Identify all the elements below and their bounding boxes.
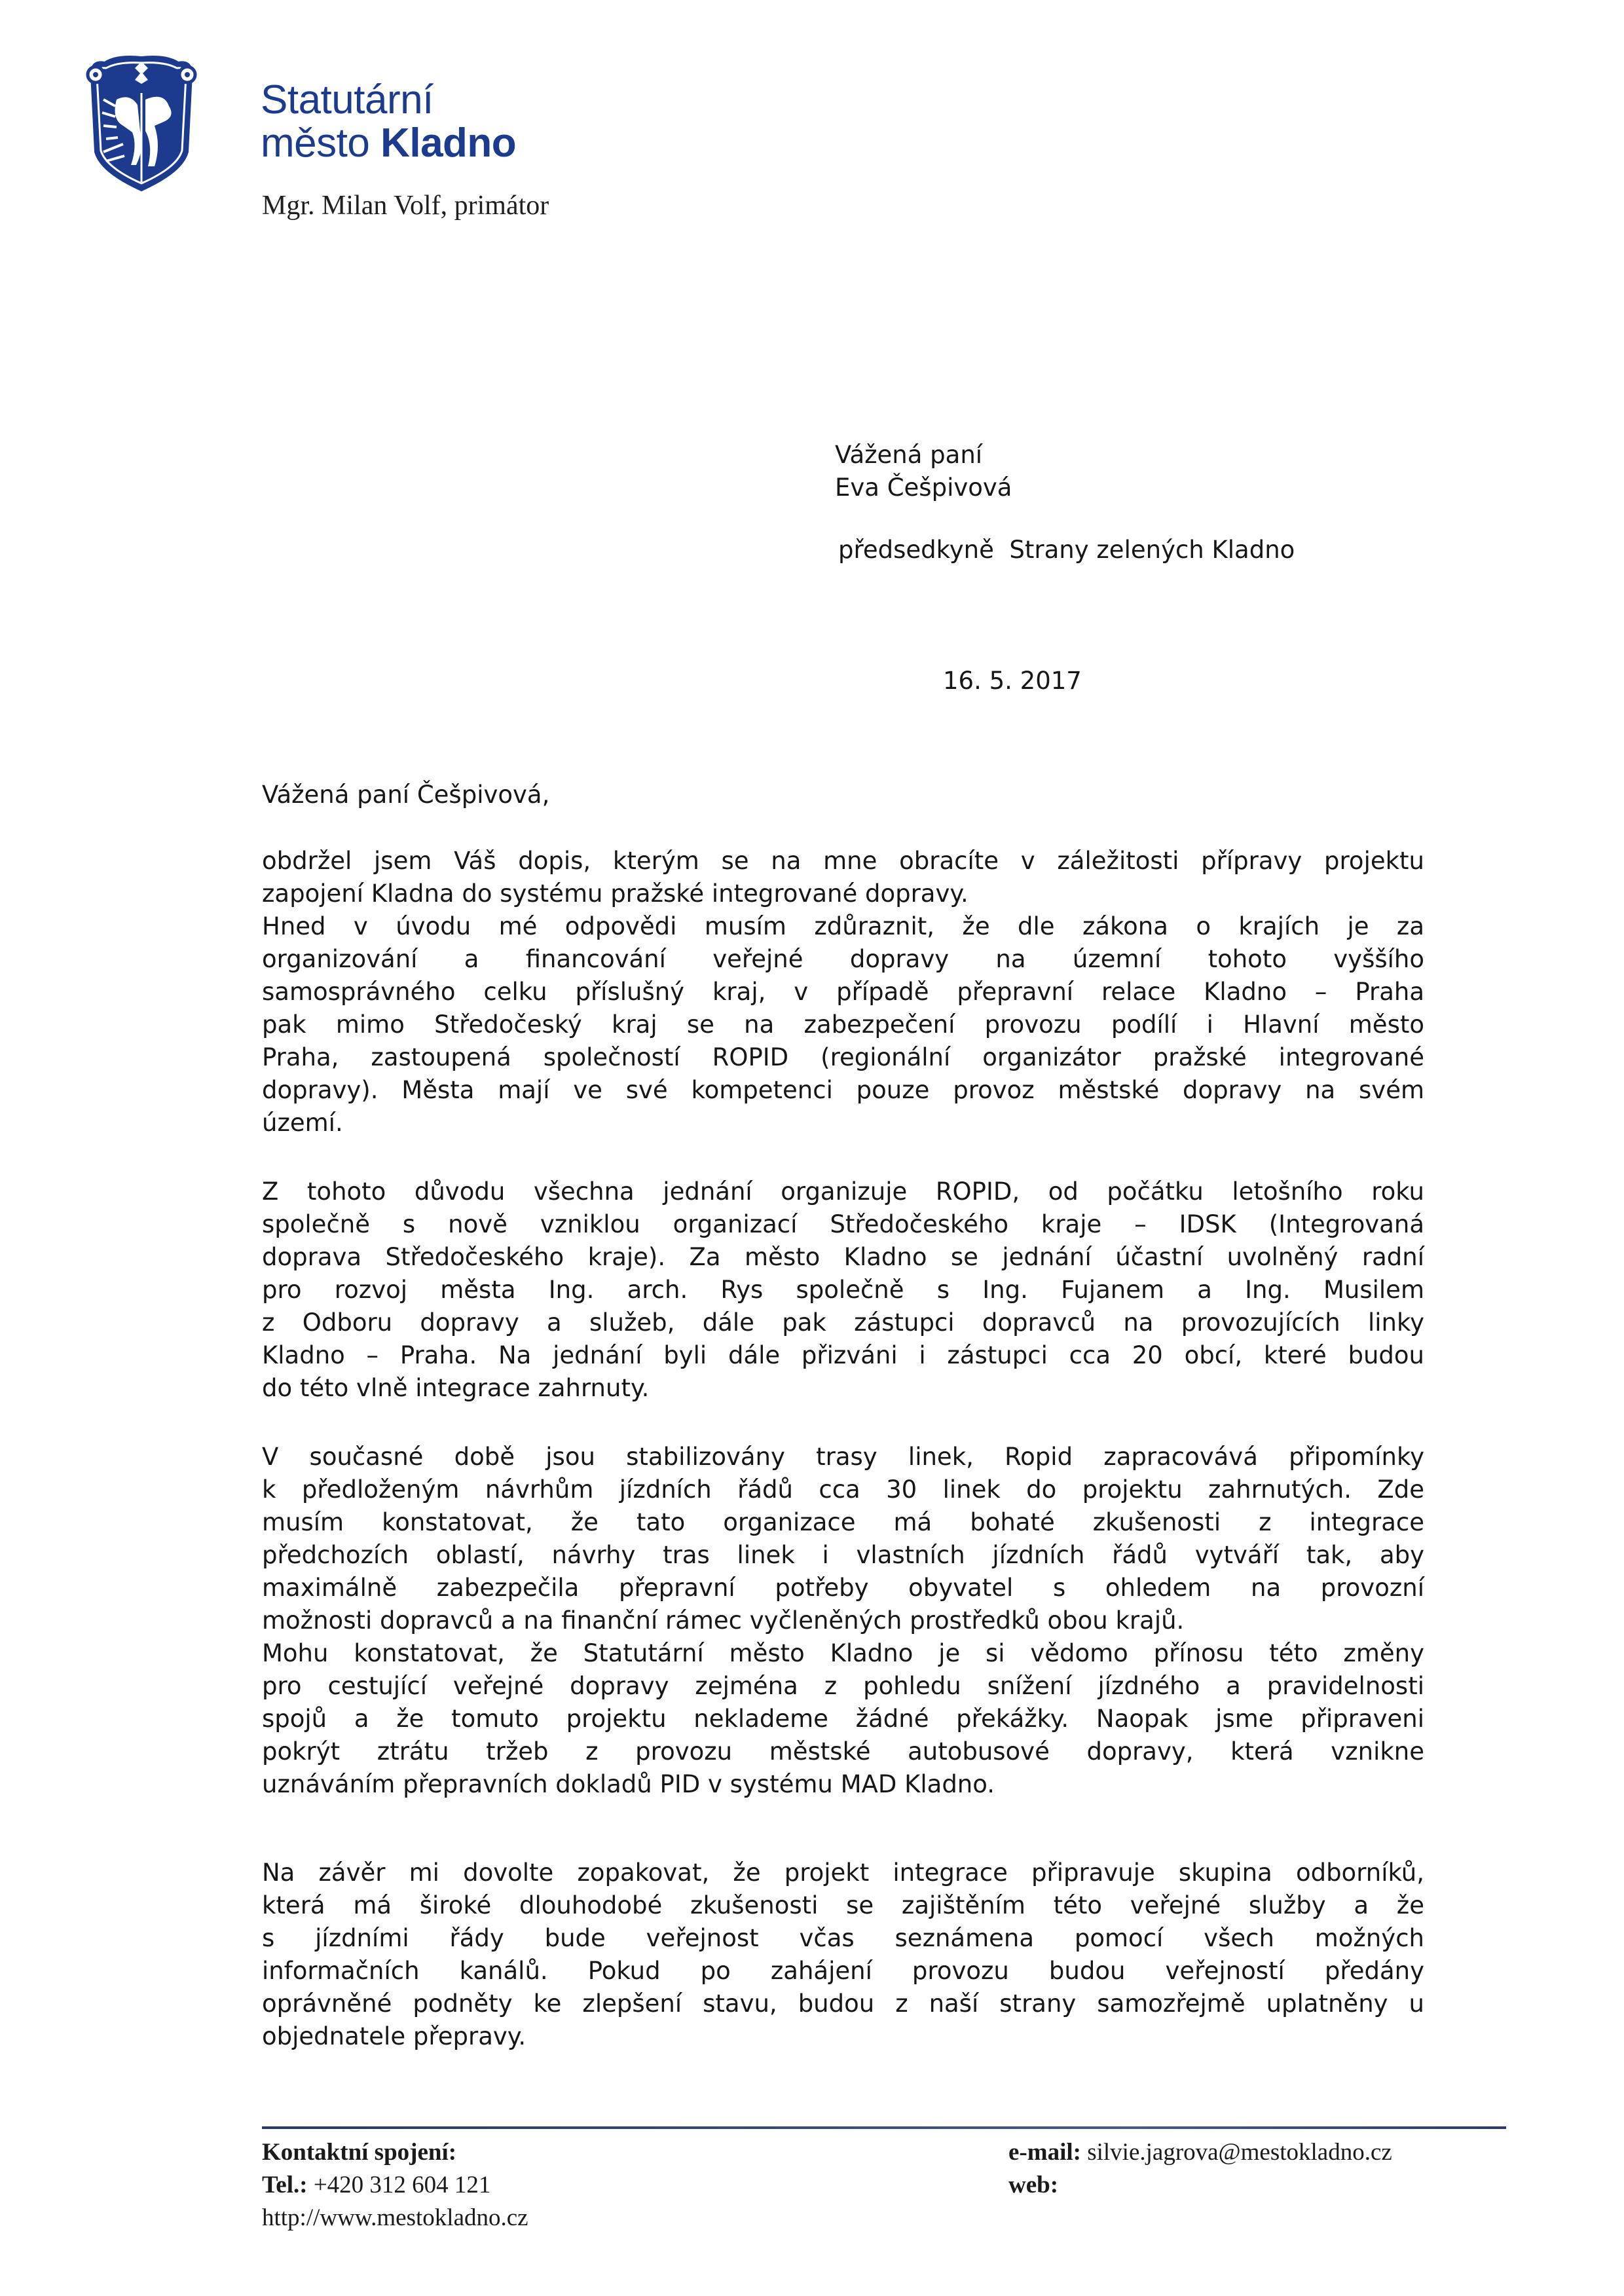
- text-line: možnosti dopravců a na finanční rámec vyčleněných prostředků obou krajů.: [262, 1606, 1185, 1635]
- text-line: pro rozvoj města Ing. arch. Rys společně s Ing. Fujanem a Ing. Musilem: [262, 1276, 1424, 1304]
- brand-prefix: město: [261, 120, 381, 166]
- text-line: dopravy). Města mají ve své kompetenci pouze provoz městské dopravy na svém: [262, 1076, 1424, 1104]
- text-line: V současné době jsou stabilizovány trasy linek, Ropid zapracovává připomínky: [262, 1443, 1424, 1471]
- text-line: maximálně zabezpečila přepravní potřeby obyvatel s ohledem na provozní: [262, 1574, 1424, 1602]
- paragraph-1: [262, 845, 1424, 1139]
- text-line: doprava Středočeského kraje). Za město Kladno se jednání účastní uvolněný radní: [262, 1243, 1424, 1271]
- text-line: s jízdními řády bude veřejnost včas seznámena pomocí všech možných: [262, 1924, 1424, 1952]
- text-line: obdržel jsem Váš dopis, kterým se na mne obracíte v záležitosti přípravy projektu: [262, 847, 1424, 875]
- brand-line-1: Statutární: [261, 77, 434, 122]
- text-line: zapojení Kladna do systému pražské integrované dopravy.: [262, 880, 969, 908]
- text-line: organizování a financování veřejné dopravy na územní tohoto vyššího: [262, 945, 1424, 973]
- text-line: objednatele přepravy.: [262, 2022, 526, 2050]
- footer-contact: [262, 2136, 528, 2234]
- footer-divider: [262, 2126, 1506, 2129]
- brand-line-2: [261, 122, 516, 165]
- salutation: Vážená paní Češpivová,: [262, 781, 550, 809]
- text-line: samosprávného celku příslušný kraj, v případě přepravní relace Kladno – Praha: [262, 978, 1424, 1006]
- text-line: uznáváním přepravních dokladů PID v systému MAD Kladno.: [262, 1770, 995, 1798]
- text-line: společně s nově vzniklou organizací Středočeského kraje – IDSK (Integrovaná: [262, 1210, 1424, 1238]
- contact-label: Kontaktní spojení:: [262, 2139, 457, 2166]
- website-link[interactable]: http://www.mestokladno.cz: [262, 2204, 528, 2231]
- text-line: která má široké dlouhodobé zkušenosti se zajištěním této veřejné služby a že: [262, 1891, 1424, 1919]
- email-label: e-mail:: [1008, 2139, 1081, 2166]
- text-line: území.: [262, 1109, 343, 1137]
- tel-label: Tel.:: [262, 2172, 308, 2198]
- paragraph-3: [262, 1441, 1424, 1801]
- paragraph-4: [262, 1857, 1424, 2053]
- text-line: Na závěr mi dovolte zopakovat, že projekt integrace připravuje skupina odborníků,: [262, 1859, 1424, 1887]
- text-line: Mohu konstatovat, že Statutární město Kladno je si vědomo přínosu této změny: [262, 1639, 1424, 1667]
- text-line: z Odboru dopravy a služeb, dále pak zástupci dopravců na provozujících linky: [262, 1308, 1424, 1337]
- text-line: pak mimo Středočeský kraj se na zabezpečení provozu podílí i Hlavní město: [262, 1010, 1424, 1039]
- text-line: do této vlně integrace zahrnuty.: [262, 1374, 650, 1402]
- text-line: Z tohoto důvodu všechna jednání organizuje ROPID, od počátku letošního roku: [262, 1177, 1424, 1206]
- text-line: Kladno – Praha. Na jednání byli dále přizváni i zástupci cca 20 obcí, které budou: [262, 1341, 1424, 1369]
- text-line: spojů a že tomuto projektu neklademe žádné překážky. Naopak jsme připraveni: [262, 1705, 1424, 1733]
- footer-email-web: [1008, 2136, 1392, 2202]
- recipient-block: [835, 439, 1012, 504]
- recipient-role: předsedkyně Strany zelených Kladno: [838, 536, 1295, 564]
- recipient-name: Eva Češpivová: [835, 473, 1012, 502]
- paragraph-2: [262, 1176, 1424, 1405]
- letter-date: 16. 5. 2017: [943, 667, 1082, 695]
- text-line: Praha, zastoupená společností ROPID (regionální organizátor pražské integrované: [262, 1043, 1424, 1071]
- signer-name: Mgr. Milan Volf, primátor: [262, 191, 549, 221]
- text-line: pokrýt ztrátu tržeb z provozu městské autobusové dopravy, která vznikne: [262, 1737, 1424, 1766]
- web-label: web:: [1008, 2172, 1059, 2198]
- text-line: informačních kanálů. Pokud po zahájení provozu budou veřejností předány: [262, 1957, 1424, 1985]
- text-line: Hned v úvodu mé odpovědi musím zdůraznit, že dle zákona o krajích je za: [262, 912, 1424, 940]
- brand-city-name: Kladno: [380, 120, 517, 166]
- email-link[interactable]: silvie.jagrova@mestokladno.cz: [1080, 2139, 1392, 2166]
- recipient-greeting: Vážená paní: [835, 441, 983, 469]
- text-line: předchozích oblastí, návrhy tras linek i vlastních jízdních řádů vytváří tak, aby: [262, 1541, 1424, 1569]
- text-line: musím konstatovat, že tato organizace má bohaté zkušenosti z integrace: [262, 1508, 1424, 1536]
- tel-value: +420 312 604 121: [307, 2172, 491, 2198]
- text-line: pro cestující veřejné dopravy zejména z pohledu snížení jízdného a pravidelnosti: [262, 1672, 1424, 1700]
- text-line: k předloženým návrhům jízdních řádů cca 30 linek do projektu zahrnutých. Zde: [262, 1475, 1424, 1504]
- city-brand: [261, 79, 516, 165]
- coat-of-arms-icon: [77, 54, 206, 193]
- text-line: oprávněné podněty ke zlepšení stavu, budou z naší strany samozřejmě uplatněny u: [262, 1990, 1424, 2018]
